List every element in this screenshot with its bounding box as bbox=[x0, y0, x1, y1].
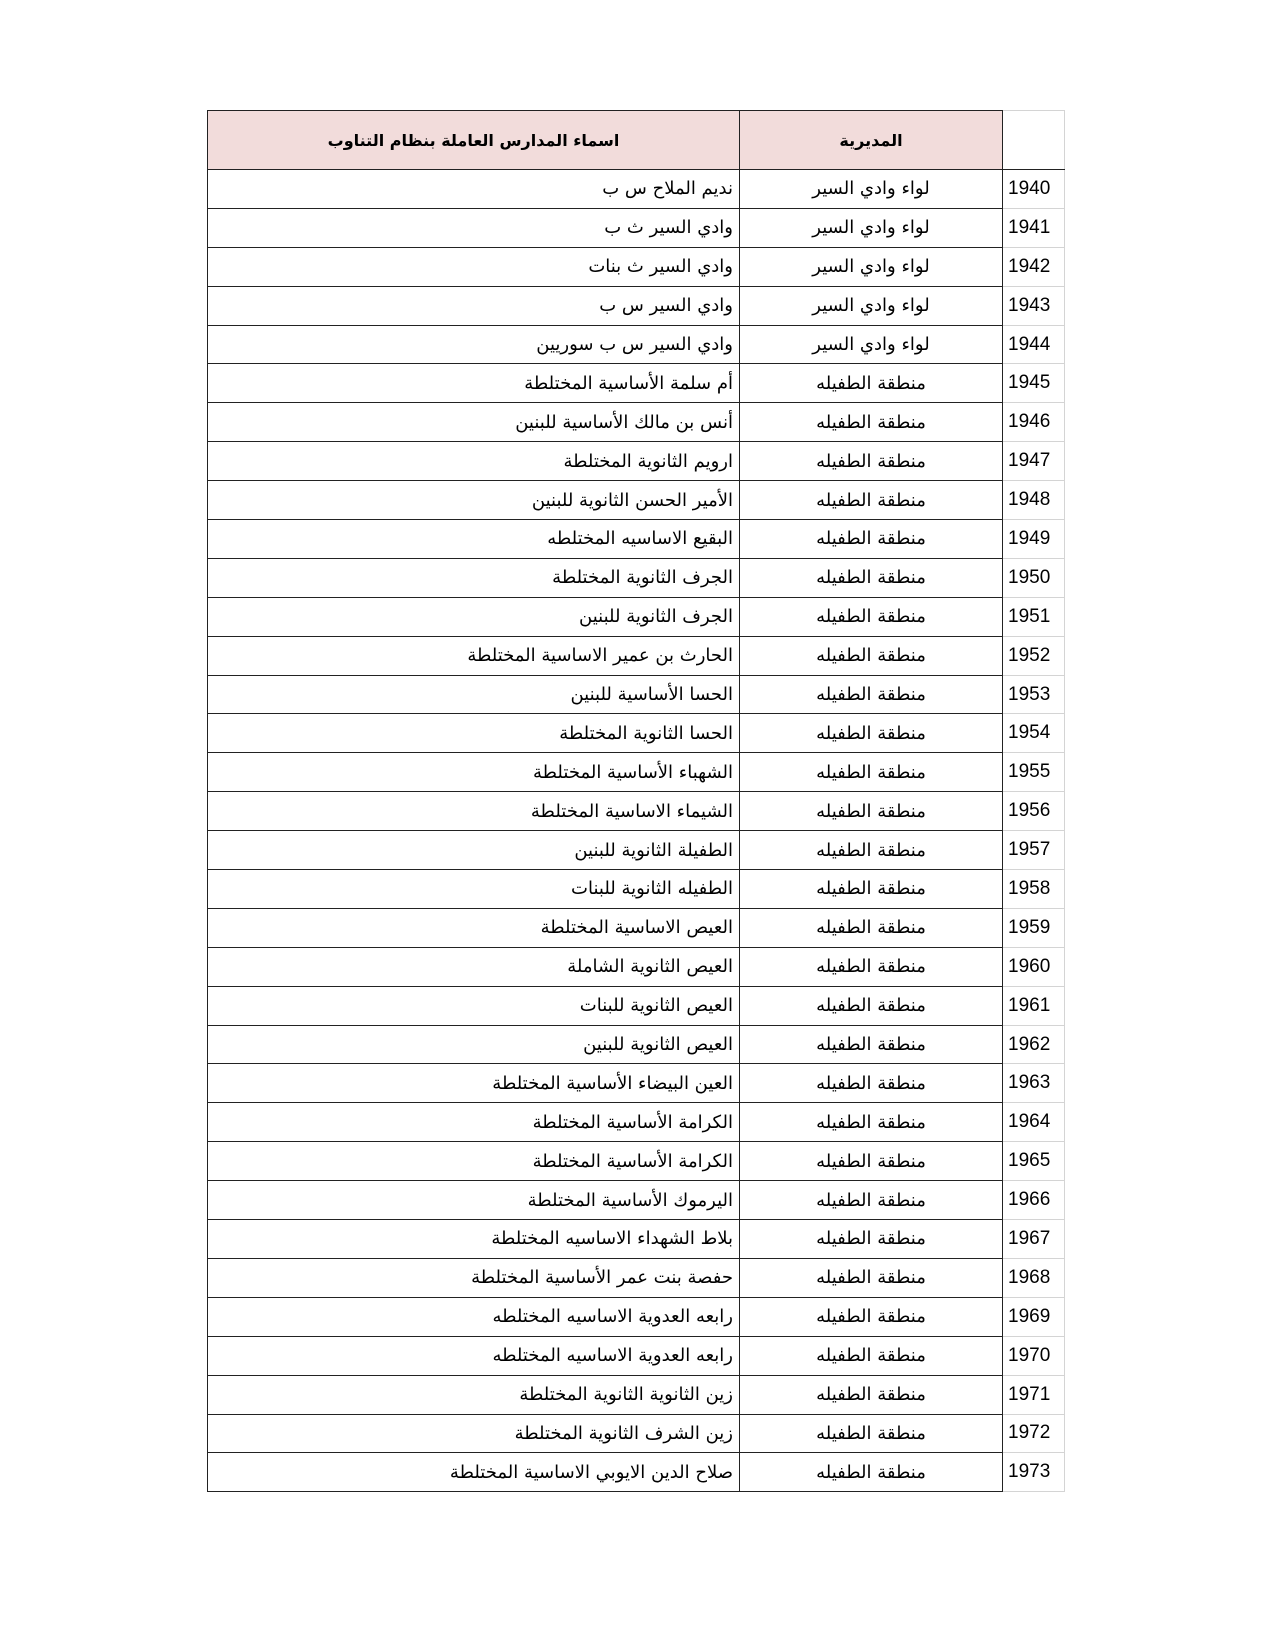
school-name-cell: العيص الثانوية للبنات bbox=[208, 986, 740, 1025]
row-number-cell: 1958 bbox=[1003, 870, 1065, 909]
table-row bbox=[208, 520, 1065, 559]
header-row bbox=[208, 111, 1065, 170]
school-name-cell: العيص الثانوية الشاملة bbox=[208, 947, 740, 986]
row-number-cell: 1963 bbox=[1003, 1064, 1065, 1103]
directorate-cell: منطقة الطفيله bbox=[740, 1064, 1003, 1103]
row-number-cell: 1959 bbox=[1003, 908, 1065, 947]
row-number-cell: 1956 bbox=[1003, 792, 1065, 831]
directorate-cell: منطقة الطفيله bbox=[740, 403, 1003, 442]
school-name-cell: رابعه العدوية الاساسيه المختلطه bbox=[208, 1297, 740, 1336]
school-name-cell: ارويم الثانوية المختلطة bbox=[208, 442, 740, 481]
school-name-cell: وادي السير ث بنات bbox=[208, 247, 740, 286]
table-row bbox=[208, 675, 1065, 714]
directorate-cell: منطقة الطفيله bbox=[740, 1142, 1003, 1181]
table-row bbox=[208, 170, 1065, 209]
directorate-cell: منطقة الطفيله bbox=[740, 1453, 1003, 1492]
school-name-cell: نديم الملاح س ب bbox=[208, 170, 740, 209]
row-number-cell: 1967 bbox=[1003, 1220, 1065, 1259]
row-number-cell: 1950 bbox=[1003, 558, 1065, 597]
school-name-cell: رابعه العدوية الاساسيه المختلطه bbox=[208, 1336, 740, 1375]
directorate-cell: منطقة الطفيله bbox=[740, 714, 1003, 753]
row-number-cell: 1947 bbox=[1003, 442, 1065, 481]
school-name-cell: وادي السير س ب bbox=[208, 286, 740, 325]
table-row bbox=[208, 364, 1065, 403]
row-number-cell: 1969 bbox=[1003, 1297, 1065, 1336]
directorate-cell: منطقة الطفيله bbox=[740, 1375, 1003, 1414]
directorate-cell: منطقة الطفيله bbox=[740, 1103, 1003, 1142]
directorate-header: المديرية bbox=[740, 111, 1003, 170]
row-number-cell: 1946 bbox=[1003, 403, 1065, 442]
row-number-cell: 1971 bbox=[1003, 1375, 1065, 1414]
directorate-cell: منطقة الطفيله bbox=[740, 870, 1003, 909]
table-row bbox=[208, 1220, 1065, 1259]
directorate-cell: منطقة الطفيله bbox=[740, 1336, 1003, 1375]
row-number-cell: 1951 bbox=[1003, 597, 1065, 636]
row-number-cell: 1954 bbox=[1003, 714, 1065, 753]
directorate-cell: منطقة الطفيله bbox=[740, 986, 1003, 1025]
school-name-header: اسماء المدارس العاملة بنظام التناوب bbox=[208, 111, 740, 170]
school-name-cell: اليرموك الأساسية المختلطة bbox=[208, 1181, 740, 1220]
school-name-cell: الشيماء الاساسية المختلطة bbox=[208, 792, 740, 831]
table-row bbox=[208, 286, 1065, 325]
row-number-cell: 1964 bbox=[1003, 1103, 1065, 1142]
school-name-cell: الحسا الثانوية المختلطة bbox=[208, 714, 740, 753]
school-name-cell: الجرف الثانوية المختلطة bbox=[208, 558, 740, 597]
table-row bbox=[208, 908, 1065, 947]
table-row bbox=[208, 247, 1065, 286]
row-number-cell: 1943 bbox=[1003, 286, 1065, 325]
row-number-cell: 1955 bbox=[1003, 753, 1065, 792]
row-number-cell: 1941 bbox=[1003, 208, 1065, 247]
table-row bbox=[208, 870, 1065, 909]
directorate-cell: منطقة الطفيله bbox=[740, 520, 1003, 559]
directorate-cell: منطقة الطفيله bbox=[740, 1025, 1003, 1064]
row-number-cell: 1970 bbox=[1003, 1336, 1065, 1375]
table-row bbox=[208, 831, 1065, 870]
row-number-cell: 1940 bbox=[1003, 170, 1065, 209]
directorate-cell: منطقة الطفيله bbox=[740, 442, 1003, 481]
row-number-cell: 1960 bbox=[1003, 947, 1065, 986]
school-name-cell: زين الثانوية الثانوية المختلطة bbox=[208, 1375, 740, 1414]
school-name-cell: الكرامة الأساسية المختلطة bbox=[208, 1142, 740, 1181]
row-number-cell: 1972 bbox=[1003, 1414, 1065, 1453]
table-row bbox=[208, 208, 1065, 247]
row-number-cell: 1948 bbox=[1003, 481, 1065, 520]
directorate-cell: منطقة الطفيله bbox=[740, 481, 1003, 520]
row-number-cell: 1945 bbox=[1003, 364, 1065, 403]
table-row bbox=[208, 1181, 1065, 1220]
directorate-cell: لواء وادي السير bbox=[740, 247, 1003, 286]
directorate-cell: منطقة الطفيله bbox=[740, 792, 1003, 831]
school-name-cell: أنس بن مالك الأساسية للبنين bbox=[208, 403, 740, 442]
row-number-cell: 1953 bbox=[1003, 675, 1065, 714]
directorate-cell: لواء وادي السير bbox=[740, 286, 1003, 325]
table-row bbox=[208, 481, 1065, 520]
table-row bbox=[208, 986, 1065, 1025]
row-number-cell: 1942 bbox=[1003, 247, 1065, 286]
directorate-cell: منطقة الطفيله bbox=[740, 1297, 1003, 1336]
table-row bbox=[208, 753, 1065, 792]
table-row bbox=[208, 1025, 1065, 1064]
table-row bbox=[208, 1297, 1065, 1336]
school-name-cell: صلاح الدين الايوبي الاساسية المختلطة bbox=[208, 1453, 740, 1492]
table-row bbox=[208, 1453, 1065, 1492]
row-number-cell: 1965 bbox=[1003, 1142, 1065, 1181]
table-row bbox=[208, 1414, 1065, 1453]
directorate-cell: منطقة الطفيله bbox=[740, 1414, 1003, 1453]
table-row bbox=[208, 636, 1065, 675]
school-name-cell: الحسا الأساسية للبنين bbox=[208, 675, 740, 714]
school-name-cell: بلاط الشهداء الاساسيه المختلطة bbox=[208, 1220, 740, 1259]
directorate-cell: منطقة الطفيله bbox=[740, 1220, 1003, 1259]
school-name-cell: أم سلمة الأساسية المختلطة bbox=[208, 364, 740, 403]
table-row bbox=[208, 1375, 1065, 1414]
table-row bbox=[208, 1064, 1065, 1103]
directorate-cell: منطقة الطفيله bbox=[740, 753, 1003, 792]
directorate-cell: منطقة الطفيله bbox=[740, 675, 1003, 714]
school-name-cell: الحارث بن عمير الاساسية المختلطة bbox=[208, 636, 740, 675]
table-row bbox=[208, 403, 1065, 442]
school-name-cell: العيص الثانوية للبنين bbox=[208, 1025, 740, 1064]
table-row bbox=[208, 597, 1065, 636]
table-row bbox=[208, 792, 1065, 831]
school-name-cell: البقيع الاساسيه المختلطه bbox=[208, 520, 740, 559]
table-row bbox=[208, 714, 1065, 753]
directorate-cell: منطقة الطفيله bbox=[740, 947, 1003, 986]
table-row bbox=[208, 442, 1065, 481]
school-name-cell: وادي السير س ب سوريين bbox=[208, 325, 740, 364]
school-name-cell: زين الشرف الثانوية المختلطة bbox=[208, 1414, 740, 1453]
directorate-cell: منطقة الطفيله bbox=[740, 636, 1003, 675]
school-name-cell: وادي السير ث ب bbox=[208, 208, 740, 247]
table-row bbox=[208, 1336, 1065, 1375]
directorate-cell: منطقة الطفيله bbox=[740, 831, 1003, 870]
directorate-cell: منطقة الطفيله bbox=[740, 1181, 1003, 1220]
directorate-cell: لواء وادي السير bbox=[740, 170, 1003, 209]
number-header bbox=[1003, 111, 1065, 170]
table-row bbox=[208, 325, 1065, 364]
directorate-cell: منطقة الطفيله bbox=[740, 1258, 1003, 1297]
table-row bbox=[208, 558, 1065, 597]
directorate-cell: منطقة الطفيله bbox=[740, 597, 1003, 636]
school-name-cell: الكرامة الأساسية المختلطة bbox=[208, 1103, 740, 1142]
row-number-cell: 1944 bbox=[1003, 325, 1065, 364]
directorate-cell: منطقة الطفيله bbox=[740, 908, 1003, 947]
school-name-cell: الطفيلة الثانوية للبنين bbox=[208, 831, 740, 870]
school-name-cell: الأمير الحسن الثانوية للبنين bbox=[208, 481, 740, 520]
row-number-cell: 1949 bbox=[1003, 520, 1065, 559]
row-number-cell: 1973 bbox=[1003, 1453, 1065, 1492]
row-number-cell: 1968 bbox=[1003, 1258, 1065, 1297]
table-row bbox=[208, 1142, 1065, 1181]
school-name-cell: العيص الاساسية المختلطة bbox=[208, 908, 740, 947]
row-number-cell: 1962 bbox=[1003, 1025, 1065, 1064]
school-name-cell: الجرف الثانوية للبنين bbox=[208, 597, 740, 636]
directorate-cell: لواء وادي السير bbox=[740, 325, 1003, 364]
schools-table bbox=[207, 110, 1065, 1492]
school-name-cell: الطفيله الثانوية للبنات bbox=[208, 870, 740, 909]
school-name-cell: حفصة بنت عمر الأساسية المختلطة bbox=[208, 1258, 740, 1297]
table-row bbox=[208, 1103, 1065, 1142]
table-row bbox=[208, 1258, 1065, 1297]
row-number-cell: 1952 bbox=[1003, 636, 1065, 675]
row-number-cell: 1966 bbox=[1003, 1181, 1065, 1220]
school-name-cell: العين البيضاء الأساسية المختلطة bbox=[208, 1064, 740, 1103]
table-row bbox=[208, 947, 1065, 986]
directorate-cell: لواء وادي السير bbox=[740, 208, 1003, 247]
school-name-cell: الشهباء الأساسية المختلطة bbox=[208, 753, 740, 792]
directorate-cell: منطقة الطفيله bbox=[740, 364, 1003, 403]
row-number-cell: 1961 bbox=[1003, 986, 1065, 1025]
row-number-cell: 1957 bbox=[1003, 831, 1065, 870]
directorate-cell: منطقة الطفيله bbox=[740, 558, 1003, 597]
